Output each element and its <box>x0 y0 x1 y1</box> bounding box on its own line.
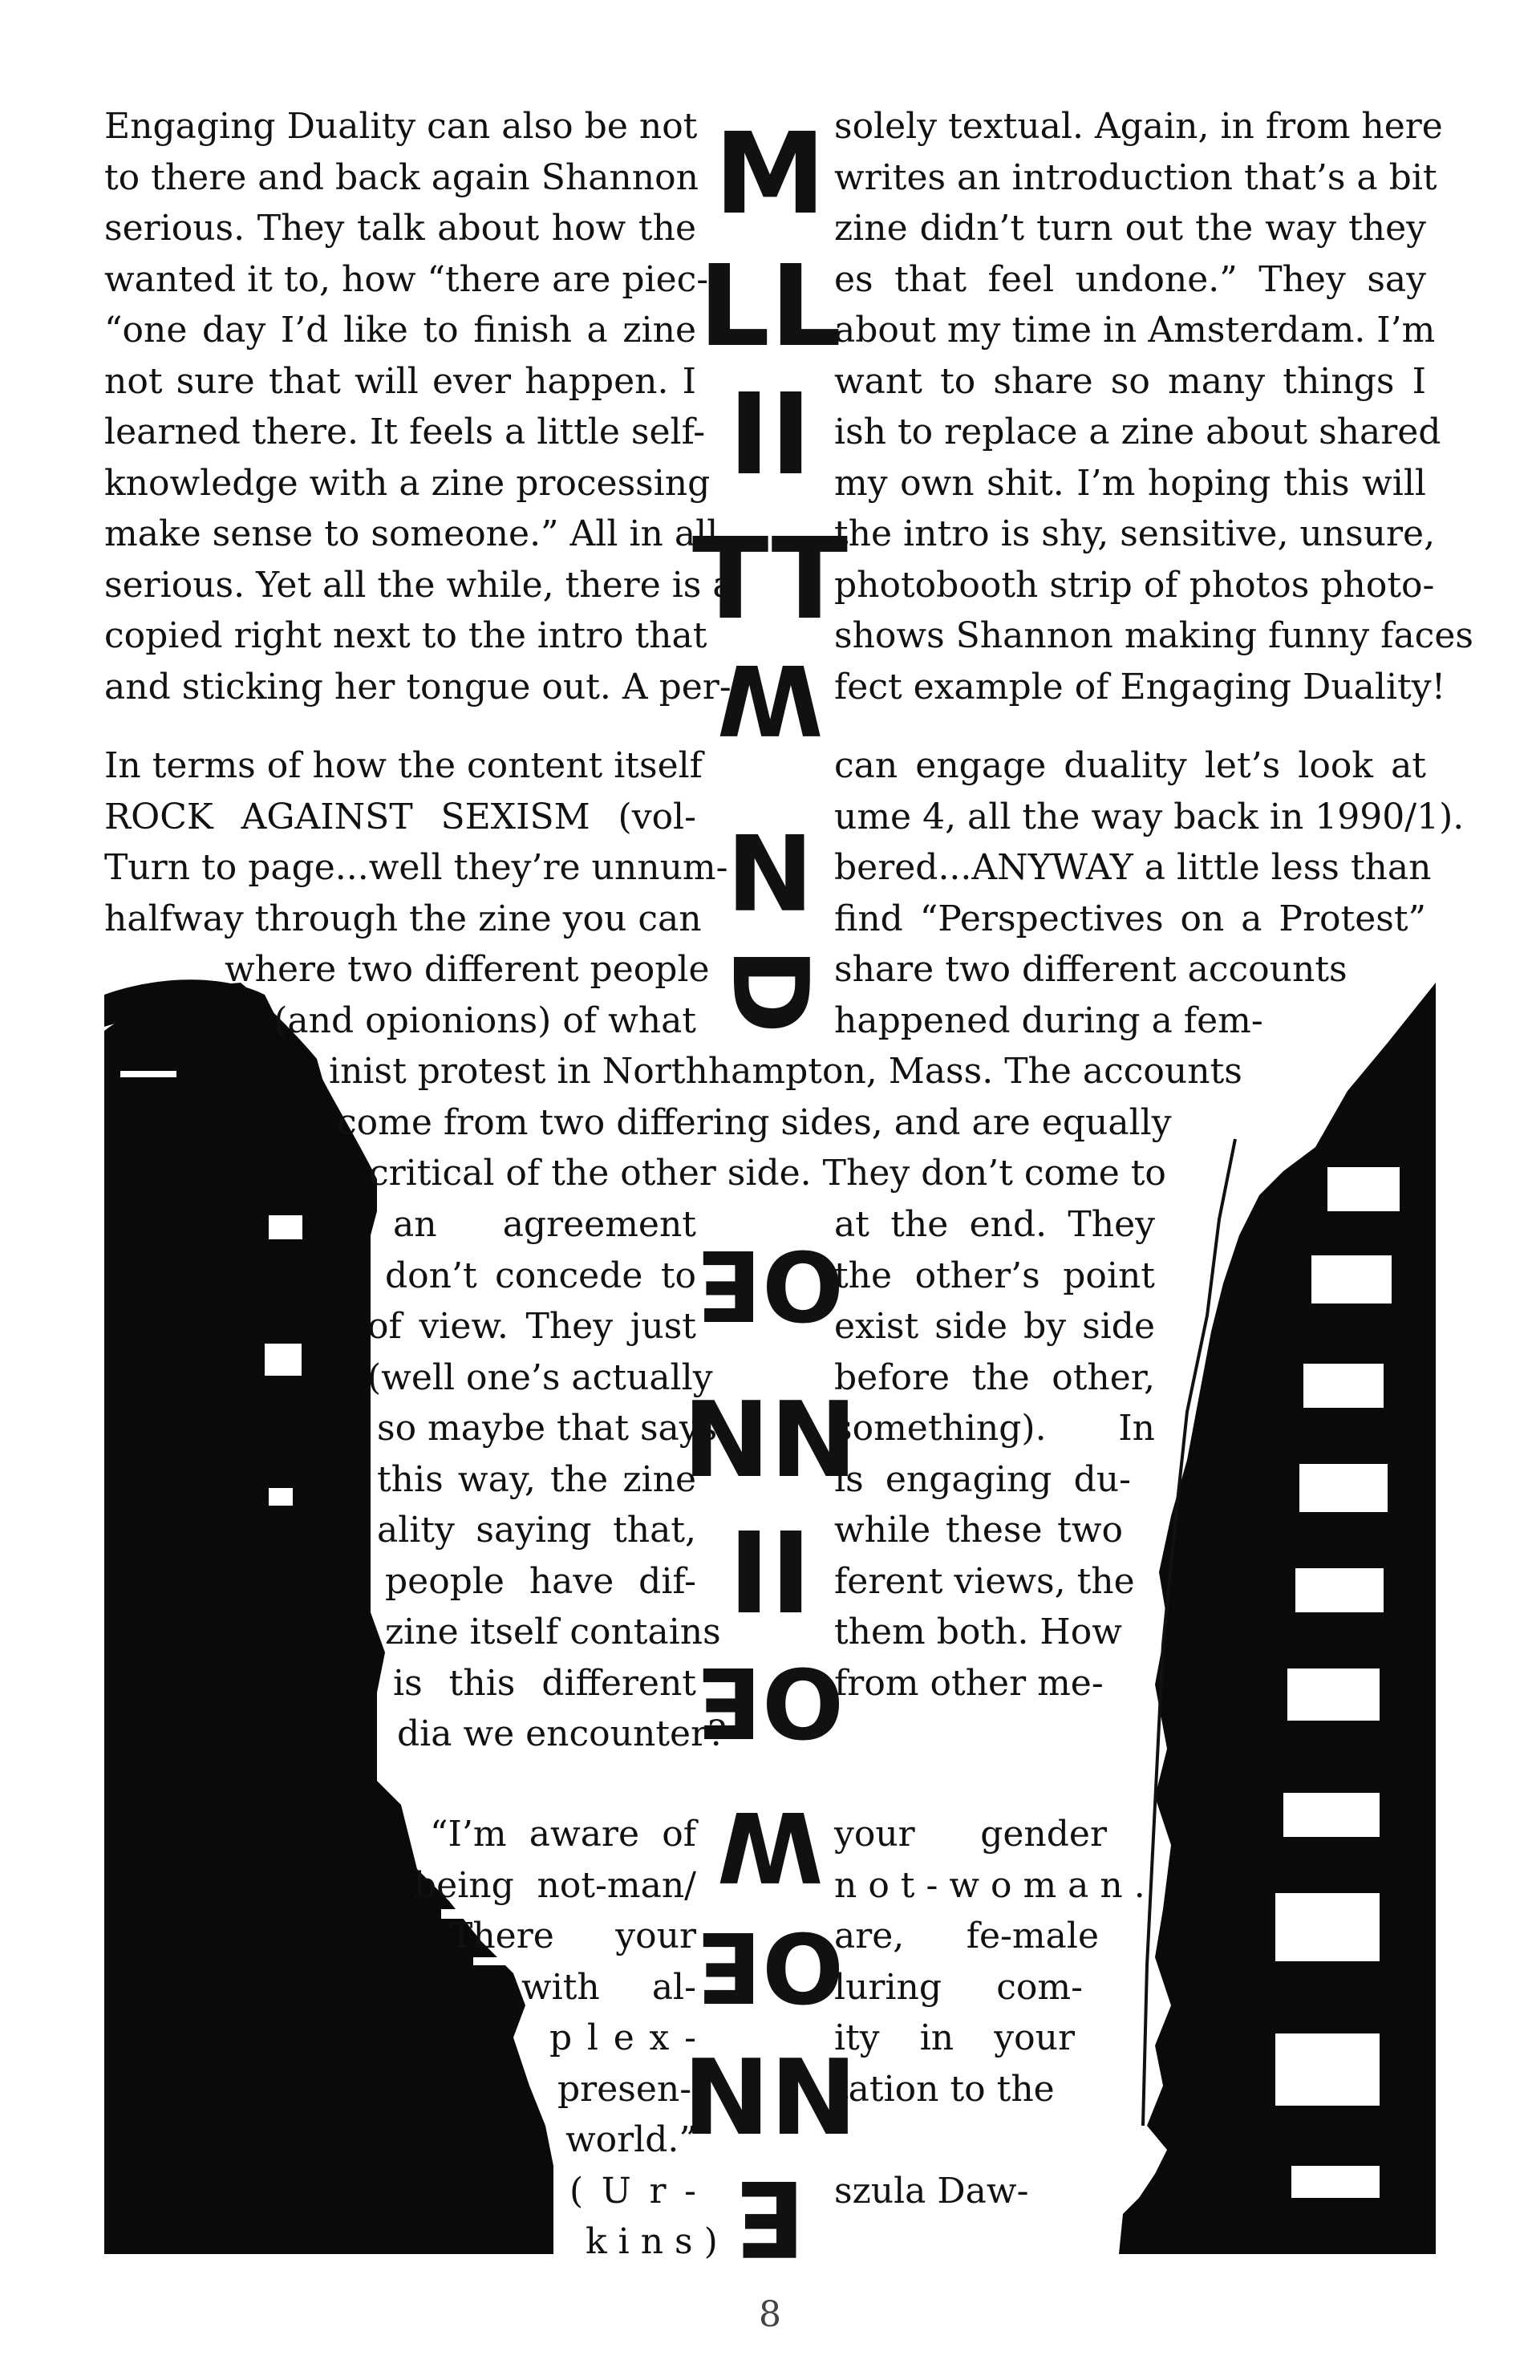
title-glyph: M <box>714 109 826 240</box>
right-window-6 <box>1287 1668 1380 1721</box>
text-line: world.” <box>565 2119 697 2160</box>
right-window-8 <box>1275 1893 1380 1961</box>
text-line: people have dif- <box>385 1560 696 1602</box>
text-line: don’t concede to <box>385 1255 696 1296</box>
top-right-column <box>834 101 1473 712</box>
text-line: the intro is shy, sensitive, unsure, <box>834 513 1436 554</box>
text-line: ity in your <box>834 2017 1075 2058</box>
title-glyph: NN <box>683 2037 857 2159</box>
text-line: learned there. It feels a little self- <box>104 412 706 452</box>
text-line: where two different people <box>225 949 710 990</box>
text-line: so maybe that says <box>377 1408 718 1449</box>
text-line: In terms of how the content itself <box>104 745 703 786</box>
title-glyph: OE <box>696 1645 844 1757</box>
title-glyph: II <box>727 370 813 501</box>
text-line: solely textual. Again, in from here <box>834 106 1443 147</box>
title-glyph: OE <box>696 1910 844 2021</box>
right-window-4 <box>1299 1464 1388 1512</box>
vertical-title <box>683 109 857 2279</box>
text-line: an agreement <box>393 1204 696 1245</box>
text-line: serious. Yet all the while, there is a <box>104 564 734 606</box>
text-line: your gender <box>834 1814 1107 1855</box>
title-glyph: TT <box>691 514 849 645</box>
text-line: exist side by side <box>834 1306 1155 1347</box>
mid-right-column <box>834 740 1465 944</box>
text-line: luring com- <box>834 1966 1083 2008</box>
text-line: before the other, <box>834 1356 1155 1398</box>
left-window-2 <box>265 1344 302 1376</box>
text-line: want to share so many things I <box>834 360 1426 402</box>
title-glyph: W <box>716 1790 824 1901</box>
text-line: zine itself contains <box>385 1612 721 1652</box>
indent-right-column <box>834 944 1348 1046</box>
text-line: serious. They talk about how the <box>104 208 696 249</box>
left-window-3 <box>269 1488 293 1506</box>
text-line: dia we encounter? <box>397 1713 727 1754</box>
text-line: while these two <box>834 1510 1123 1551</box>
text-line: p l e x - <box>549 2017 696 2058</box>
right-window-2 <box>1311 1255 1392 1304</box>
text-line: and sticking her tongue out. A per- <box>104 666 732 708</box>
text-line: about my time in Amsterdam. I’m <box>834 310 1436 351</box>
title-glyph: W <box>716 643 824 754</box>
text-line: photobooth strip of photos photo- <box>834 564 1435 606</box>
text-line: ume 4, all the way back in 1990/1). <box>834 796 1465 837</box>
text-line: ish to replace a zine about shared <box>834 412 1441 452</box>
text-line: them both. How <box>834 1612 1122 1652</box>
text-line: are, fe-male <box>834 1916 1099 1956</box>
text-line: the other’s point <box>834 1255 1155 1296</box>
indent-left-column <box>225 944 710 1046</box>
right-window-9 <box>1275 2033 1380 2106</box>
text-line: critical of the other side. They don’t come to <box>369 1153 1166 1194</box>
text-line: find “Perspectives on a Protest” <box>834 898 1426 939</box>
text-line: with al- <box>521 1966 696 2008</box>
mid-left-column <box>104 740 728 944</box>
text-line: knowledge with a zine processing <box>104 462 711 504</box>
text-line: bered...ANYWAY a little less than <box>834 847 1432 888</box>
text-line: shows Shannon making funny faces <box>834 615 1473 656</box>
text-line: k i n s ) <box>586 2221 718 2262</box>
text-line: ROCK AGAINST SEXISM (vol- <box>104 796 696 837</box>
text-line: n o t - w o m a n . <box>834 1864 1145 1906</box>
text-line: “I’m aware of <box>430 1814 696 1855</box>
text-line: not sure that will ever happen. I <box>104 360 696 402</box>
text-line: (well one’s actually <box>367 1356 713 1398</box>
top-left-column <box>104 101 734 712</box>
text-line: to there and back again Shannon <box>104 156 699 198</box>
text-line: fect example of Engaging Duality! <box>834 666 1446 708</box>
right-window-7 <box>1283 1793 1380 1837</box>
text-line: writes an introduction that’s a bit <box>834 156 1437 198</box>
narrow-right-column <box>834 1199 1155 1709</box>
title-glyph: OE <box>696 1228 844 1340</box>
text-line: is engaging du- <box>834 1458 1131 1500</box>
text-line: happened during a fem- <box>834 999 1263 1041</box>
right-window-5 <box>1295 1568 1384 1612</box>
text-line: of view. They just <box>367 1306 696 1347</box>
title-glyph: LL <box>698 241 842 372</box>
left-window-1 <box>269 1215 302 1239</box>
title-glyph: NN <box>683 1379 857 1501</box>
text-line: (and opionions) of what <box>274 999 696 1041</box>
text-line: ( U r - <box>569 2170 696 2212</box>
title-glyph: E <box>734 2157 806 2279</box>
text-line: this way, the zine <box>377 1458 696 1500</box>
title-glyph: II <box>727 1509 813 1640</box>
page-number: 8 <box>759 2294 781 2335</box>
text-line <box>834 2114 1107 2166</box>
text-line: tation to the <box>834 2068 1055 2110</box>
text-line: make sense to someone.” All in all, <box>104 513 730 554</box>
text-line: Turn to page...well they’re unnum- <box>104 847 728 888</box>
title-glyph: D <box>709 947 831 1034</box>
text-line: my own shit. I’m hoping this will <box>834 462 1426 504</box>
text-line: There your <box>449 1916 696 1956</box>
text-line: ality saying that, <box>377 1510 696 1551</box>
narrow-left-column <box>367 1199 727 1760</box>
quote-right-column <box>834 1809 1145 2216</box>
text-line: is this different <box>393 1662 696 1704</box>
text-line: presen- <box>557 2068 692 2110</box>
text-line: something). In <box>834 1408 1155 1449</box>
text-line: inist protest in Northhampton, Mass. The accounts <box>329 1051 1242 1092</box>
text-line: at the end. They <box>834 1204 1155 1245</box>
text-line: Engaging Duality can also be not <box>104 106 698 147</box>
right-window-10 <box>1291 2166 1380 2198</box>
text-line: es that feel undone.” They say <box>834 258 1426 300</box>
right-window-3 <box>1303 1364 1384 1408</box>
text-line: copied right next to the intro that <box>104 615 707 656</box>
text-line: come from two differing sides, and are equally <box>337 1101 1172 1143</box>
text-line: can engage duality let’s look at <box>834 745 1426 786</box>
quote-left-column <box>401 1809 718 2268</box>
text-line: szula Daw- <box>834 2170 1029 2212</box>
title-glyph: N <box>726 809 814 931</box>
text-line: share two different accounts <box>834 949 1348 990</box>
text-line: zine didn’t turn out the way they <box>834 208 1426 249</box>
text-line: halfway through the zine you can <box>104 898 702 939</box>
text-line: ferent views, the <box>834 1560 1135 1602</box>
text-line: from other me- <box>834 1662 1104 1704</box>
text-line: wanted it to, how “there are piec- <box>104 258 709 300</box>
text-line: being not-man/ <box>414 1864 696 1906</box>
text-line: “one day I’d like to finish a zine <box>104 310 696 351</box>
